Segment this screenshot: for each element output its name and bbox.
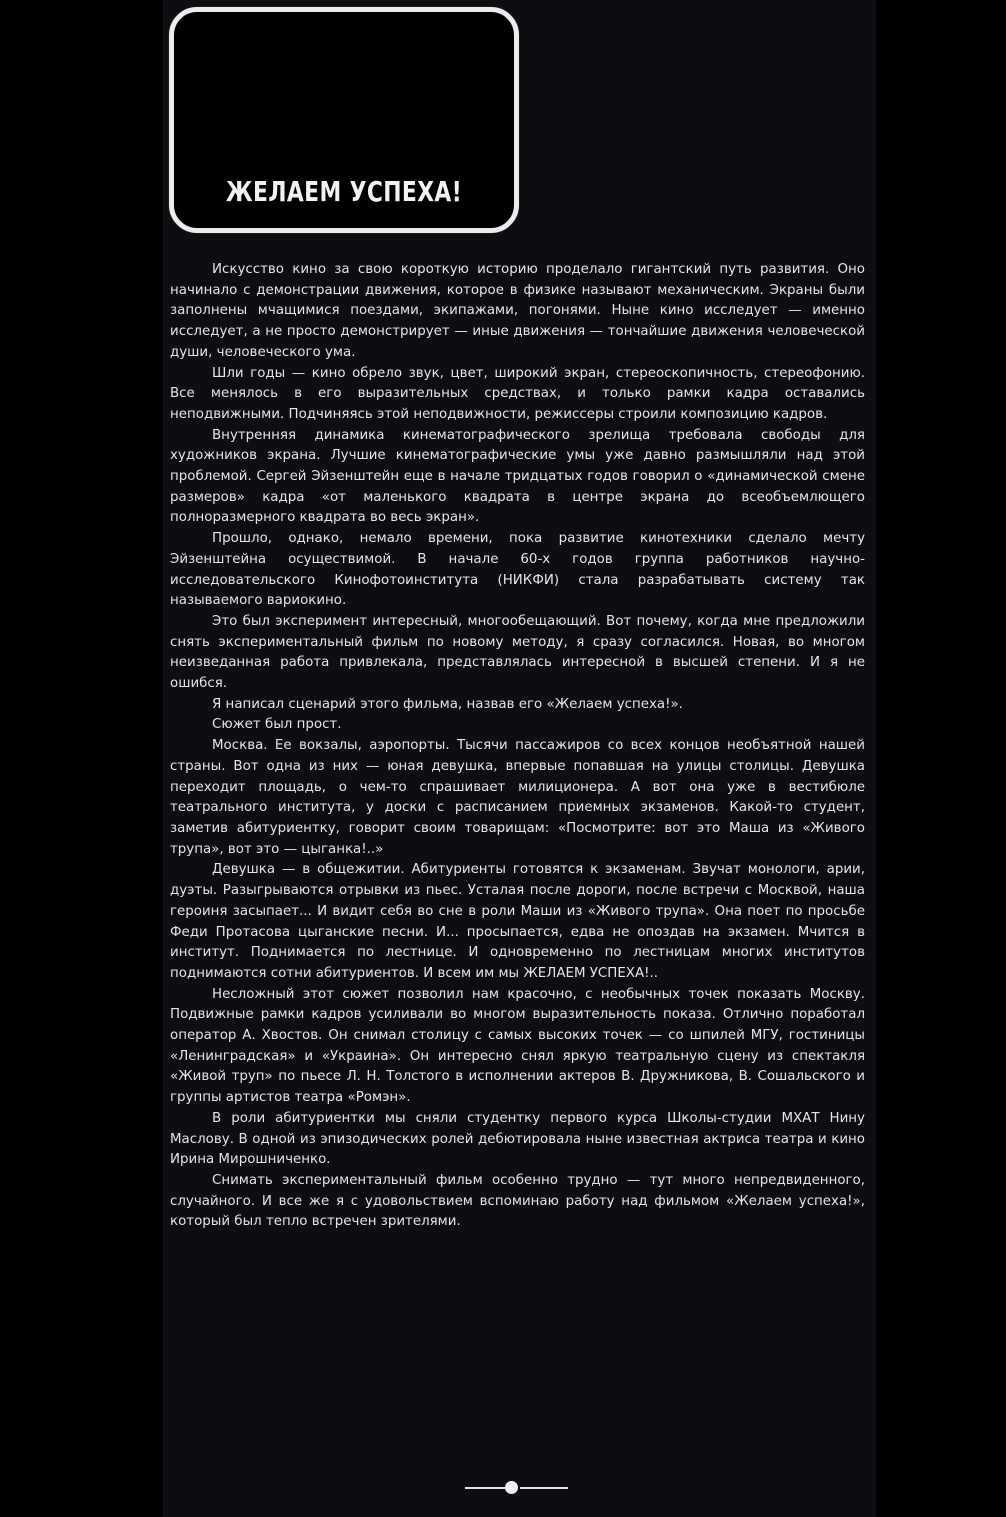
divider-line-left (465, 1487, 505, 1489)
paragraph: Шли годы — кино обрело звук, цвет, широкий экран, стереоскопичность, стереофонию. Все менялось в его выразительных средствах, и только рамки кадра оставались неподвижными. Подчиняясь этой неподвижности, режиссеры строили композицию кадров. (170, 365, 865, 422)
paragraph: Внутренняя динамика кинематографического зрелища требовала свободы для художников экрана. Лучшие кинематографические умы уже давно размышляли над этой проблемой. Сергей Эйзенштейн еще в начале тридцатых годов говорил о «динамической смене размеров» кадра «от маленького квадрата в центре экрана до всеобъемлющего полноразмерного квадрата во весь экран». (170, 427, 865, 526)
paragraph: Прошло, однако, немало времени, пока развитие кинотехники сделало мечту Эйзенштейна осуществимой. В начале 60-х годов группа работников научно-исследовательского Кинофотоинститута (НИКФИ) стала разрабатывать систему так называемого вариокино. (170, 531, 865, 609)
title-frame (169, 7, 519, 233)
paragraph: В роли абитуриентки мы сняли студентку первого курса Школы-студии МХАТ Нину Маслову. В одной из эпизодических ролей дебютировала ныне известная актриса театра и кино Ирина Мирошниченко. (170, 1110, 865, 1168)
paragraph: Девушка — в общежитии. Абитуриенты готовятся к экзаменам. Звучат монологи, арии, дуэты. Разыгрываются отрывки из пьес. Усталая после дороги, после встречи с Москвой, наша героиня засыпает... И видит себя во сне в роли Маши из «Живого трупа». Она поет по просьбе Феди Протасова цыганские песни. И... просыпается, едва не опоздав на экзамен. Мчится в институт. Поднимается по лестнице. И одновременно по лестницам многих институтов поднимаются сотни абитуриентов. И всем им мы ЖЕЛАЕМ УСПЕХА!.. (170, 862, 865, 981)
paragraph: Сюжет был прост. (212, 717, 342, 733)
paragraph: Искусство кино за свою короткую историю проделало гигантский путь развития. Оно начинало с демонстрации движения, которое в физике называют механическим. Экраны были заполнены мчащимися поездами, экипажами, погонями. Ныне кино исследует — именно исследует, а не просто демонстрирует — иные движения — тончайшие движения человеческой души, человеческого ума. (170, 262, 865, 360)
page-title: ЖЕЛАЕМ УСПЕХА! (225, 175, 463, 208)
paragraph: Я написал сценарий этого фильма, назвав его «Желаем успеха!». (212, 696, 683, 712)
article-body (170, 260, 865, 1233)
divider-dot-icon (505, 1481, 518, 1494)
end-divider (465, 1480, 575, 1496)
paragraph: Это был эксперимент интересный, многообещающий. Вот почему, когда мне предложили снять экспериментальный фильм по новому методу, я сразу согласился. Новая, во многом неизведанная работа привлекала, представлялась интересной в высшей степени. И я не ошибся. (170, 613, 865, 692)
paragraph: Москва. Ее вокзалы, аэропорты. Тысячи пассажиров со всех концов необъятной нашей страны. Вот одна из них — юная девушка, впервые попавшая на улицы столицы. Девушка переходит площадь, о чем-то спрашивает милиционера. А вот она уже в вестибюле театрального института, у доски с расписанием приемных экзаменов. Какой-то студент, заметив абитуриентку, говорит своим товарищам: «Посмотрите: вот это Маша из «Живого трупа», вот это — цыганка!..» (170, 738, 865, 857)
paragraph: Снимать экспериментальный фильм особенно трудно — тут много непредвиденного, случайного. И все же я с удовольствием вспоминаю работу над фильмом «Желаем успеха!», который был тепло встречен зрителями. (170, 1172, 865, 1230)
paragraph: Несложный этот сюжет позволил нам красочно, с необычных точек показать Москву. Подвижные рамки кадров усиливали во многом выразительность показа. Отлично поработал оператор А. Хвостов. Он снимал столицу с самых высоких точек — со шпилей МГУ, гостиницы «Ленинградская» и «Украина». Он интересно снял яркую театральную сцену из спектакля «Живой труп» по пьесе Л. Н. Толстого в исполнении актеров В. Дружникова, В. Сошальского и группы артистов театра «Ромэн». (170, 986, 865, 1106)
divider-line-right (520, 1487, 568, 1489)
